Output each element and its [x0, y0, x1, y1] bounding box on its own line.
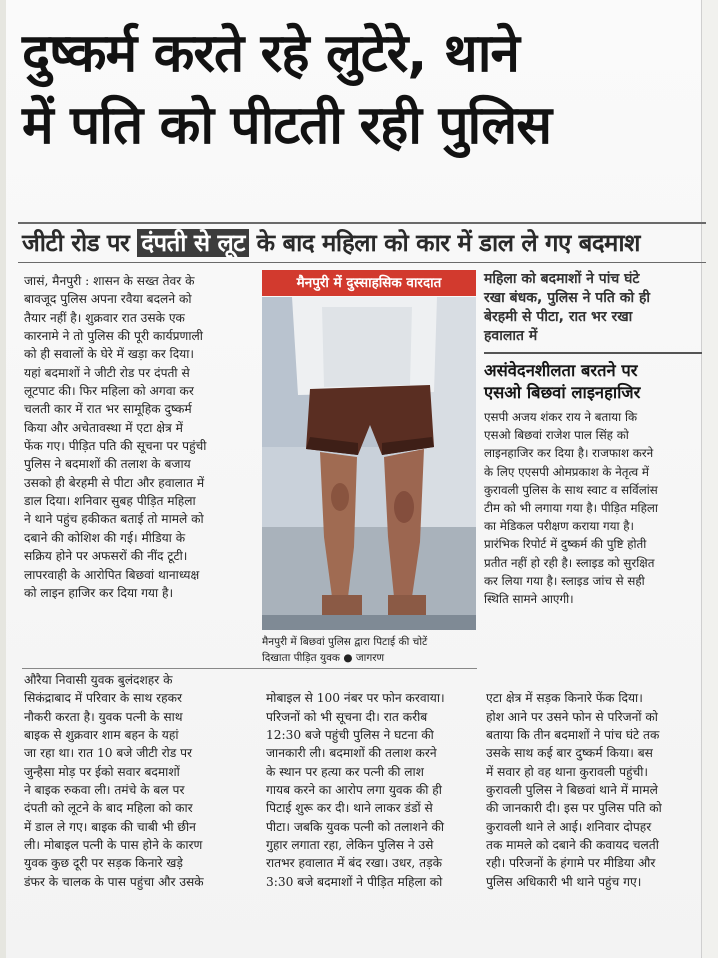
left-column: [24, 272, 256, 602]
bottom-column-line: की जानकारी दी। इस पर पुलिस पति को: [486, 801, 662, 816]
subhead-rule: [18, 262, 706, 263]
page-left-edge: [0, 0, 6, 958]
bottom-column-line: पुलिस अधिकारी भी थाने पहुंच गए।: [486, 874, 642, 889]
bottom-column-line: कुरावली थाने ले आई। शनिवार दोपहर: [486, 819, 652, 834]
bottom-column-line: के स्थान पर हत्या कर पत्नी की लाश: [266, 764, 424, 779]
left-column-line: किया और अचेतावस्था में एटा क्षेत्र में: [24, 420, 183, 435]
subhead-after: के बाद महिला को कार में डाल ले गए बदमाश: [248, 229, 640, 257]
left-column-line: लूटपाट की। फिर महिला को अगवा कर: [24, 384, 194, 399]
left-column-line: जासं, मैनपुरी : शासन के सख्त तेवर के: [24, 274, 195, 288]
left-column-line: दबाने की कोशिश की गई। मीडिया के: [24, 530, 186, 545]
bottom-column-line: एटा क्षेत्र में सड़क किनारे फेंक दिया।: [486, 691, 643, 706]
bottom-column-line: पीटा। जबकि युवक पत्नी को तलाशने की: [266, 819, 445, 834]
bottom-column-line: बाइक से शुक्रवार शाम बहन के यहां: [24, 728, 179, 743]
bottom-column-line: पिटाई शुरू कर दी। थाने लाकर डंडों से: [266, 801, 433, 816]
right-body-line: स्थिति सामने आएगी।: [484, 592, 574, 607]
bottom-column-line: में सवार हो वह थाना कुरावली पहुंची।: [486, 764, 649, 779]
bottom-column-3: [486, 671, 702, 891]
bottom-column-line: परिजनों को भी सूचना दी। रात करीब: [266, 709, 428, 724]
right-body-line: एसपी अजय शंकर राय ने बताया कि: [484, 410, 638, 424]
caption-line-1: मैनपुरी में बिछवां पुलिस द्वारा पिटाई की चोटें: [262, 636, 428, 648]
left-column-line: सक्रिय होने पर अफसरों की नींद टूटी।: [24, 549, 188, 564]
right-lead-line: बेरहमी से पीटा, रात भर रखा: [484, 309, 633, 325]
left-column-line: को लाइन हाजिर कर दिया गया है।: [24, 585, 174, 600]
bottom-column-line: उसके साथ कई बार दुष्कर्म किया। बस: [486, 746, 653, 761]
right-subheading: [484, 360, 702, 404]
right-lead: [484, 270, 702, 346]
bottom-column-line: [486, 671, 702, 689]
bottom-column-line: जा रहा था। रात 10 बजे जीटी रोड पर: [24, 746, 193, 761]
left-column-line: फेंक गए। पीड़ित पति की सूचना पर पहुंची: [24, 439, 207, 454]
bottom-divider: [22, 668, 477, 669]
victim-photo-illustration: [262, 297, 476, 630]
right-body-line: टीम को भी लगाया गया है। पीड़ित महिला: [484, 501, 658, 516]
left-column-line: उसको ही बेरहमी से पीटा और हवालात में: [24, 475, 205, 490]
right-lead-line: महिला को बदमाशों ने पांच घंटे: [484, 271, 640, 287]
right-column: [484, 270, 702, 608]
bottom-column-line: में डाल ले गए। बाइक की चाबी भी छीन: [24, 819, 196, 834]
bottom-column-line: कुरावली पुलिस ने बिछवां थाने में मामले: [486, 783, 658, 798]
headline: [22, 18, 702, 162]
bottom-column-line: गायब करने का आरोप लगा युवक की ही: [266, 783, 442, 798]
subhead-highlight: दंपती से लूट: [137, 229, 249, 257]
bottom-column-line: सिकंद्राबाद में परिवार के साथ रहकर: [24, 691, 182, 706]
subhead-before: जीटी रोड पर: [22, 229, 138, 257]
headline-line-2: में पति को पीटती रही पुलिस: [22, 95, 552, 156]
bottom-column-line: [266, 671, 480, 689]
left-column-line: पुलिस ने बदमाशों की तलाश के बजाय: [24, 457, 191, 472]
left-column-line: यहां बदमाशों ने जीटी रोड पर दंपती से: [24, 365, 190, 380]
headline-line-1: दुष्कर्म करते रहे लुटेरे, थाने: [22, 23, 519, 84]
bottom-column-line: 12:30 बजे पहुंची पुलिस ने घटना की: [266, 728, 434, 743]
bottom-column-line: युवक कुछ दूरी पर सड़क किनारे खड़े: [24, 856, 183, 871]
bottom-column-line: दंपती को लूटने के बाद महिला को कार: [24, 801, 193, 816]
bottom-column-line: ली। मोबाइल पत्नी के पास होने के कारण: [24, 838, 203, 853]
bottom-column-line: रातभर हवालात में बंद रखा। उधर, तड़के: [266, 856, 442, 871]
headline-rule: [18, 222, 706, 224]
right-rule: [484, 352, 702, 354]
left-column-line: बावजूद पुलिस अपना रवैया बदलने को: [24, 292, 192, 307]
right-subheading-line: असंवेदनशीलता बरतने पर: [484, 361, 638, 380]
left-column-line: कारनामे ने तो पुलिस की पूरी कार्यप्रणाली: [24, 329, 203, 344]
bottom-column-2: [266, 671, 480, 891]
right-lead-line: रखा बंधक, पुलिस ने पति को ही: [484, 290, 651, 306]
bottom-column-line: नौकरी करता है। युवक पत्नी के साथ: [24, 709, 183, 724]
victim-photo: [262, 297, 476, 630]
left-column-line: चलती कार में रात भर सामूहिक दुष्कर्म: [24, 402, 192, 417]
bottom-column-line: गुहार लगाता रहा, लेकिन पुलिस ने उसे: [266, 838, 434, 853]
bottom-column-line: जानकारी ली। बदमाशों की तलाश करने: [266, 746, 437, 761]
bottom-column-line: जुन्हैसा मोड़ पर ईको सवार बदमाशों: [24, 764, 180, 779]
bottom-column-line: रही। परिजनों के हंगामे पर मीडिया और: [486, 856, 656, 871]
caption-line-2: दिखाता पीड़ित युवक ● जागरण: [262, 652, 385, 664]
bottom-column-line: होश आने पर उसने फोन से परिजनों को: [486, 709, 658, 724]
page-right-edge: [701, 0, 718, 958]
bottom-column-line: बताया कि तीन बदमाशों ने पांच घंटे तक: [486, 728, 660, 743]
bottom-column-line: मोबाइल से 100 नंबर पर फोन करवाया।: [266, 691, 445, 706]
right-body-line: लाइनहाजिर कर दिया है। राजफाश करने: [484, 446, 654, 461]
right-subheading-line: एसओ बिछवां लाइनहाजिर: [484, 383, 641, 402]
left-column-line: को ही सवालों के घेरे में खड़ा कर दिया।: [24, 347, 195, 362]
bottom-column-1: [24, 671, 260, 891]
left-column-line: ने थाने पहुंच हकीकत बताई तो मामले को: [24, 512, 204, 527]
right-body-line: एसओ बिछवां राजेश पाल सिंह को: [484, 428, 629, 443]
right-body-line: का मेडिकल परीक्षण कराया गया है।: [484, 519, 635, 534]
right-body: [484, 408, 702, 608]
bottom-column-line: डंफर के चालक के पास पहुंचा और उसके: [24, 874, 204, 889]
right-body-line: के लिए एएसपी ओमप्रकाश के नेतृत्व में: [484, 464, 649, 479]
right-body-line: कुरावली पुलिस के साथ स्वाट व सर्विलांस: [484, 482, 658, 497]
left-column-line: लापरवाही के आरोपित बिछवां थानाध्यक्ष: [24, 567, 200, 582]
right-body-line: कर लिया गया है। स्लाइड जांच से सही: [484, 573, 645, 588]
bottom-column-line: औरैया निवासी युवक बुलंदशहर के: [24, 673, 173, 687]
photo-label: मैनपुरी में दुस्साहसिक वारदात: [262, 270, 476, 296]
bottom-column-line: ने बाइक रुकवा ली। तमंचे के बल पर: [24, 783, 185, 798]
right-body-line: प्रारंभिक रिपोर्ट में दुष्कर्म की पुष्टि होती: [484, 537, 647, 552]
right-body-line: प्रतीत नहीं हो रही है। स्लाइड को सुरक्षित: [484, 555, 655, 570]
bottom-column-line: तक मामले को दबाने की कवायद चलती: [486, 838, 659, 853]
bottom-column-line: 3:30 बजे बदमाशों ने पीड़ित महिला को: [266, 874, 443, 889]
photo-caption: [262, 634, 476, 666]
subheadline: [22, 227, 702, 259]
left-column-line: डाल दिया। शनिवार सुबह पीड़ित महिला: [24, 494, 196, 509]
right-lead-line: हवालात में: [484, 328, 538, 344]
left-column-line: तैयार नहीं है। शुक्रवार रात उसके एक: [24, 310, 185, 325]
